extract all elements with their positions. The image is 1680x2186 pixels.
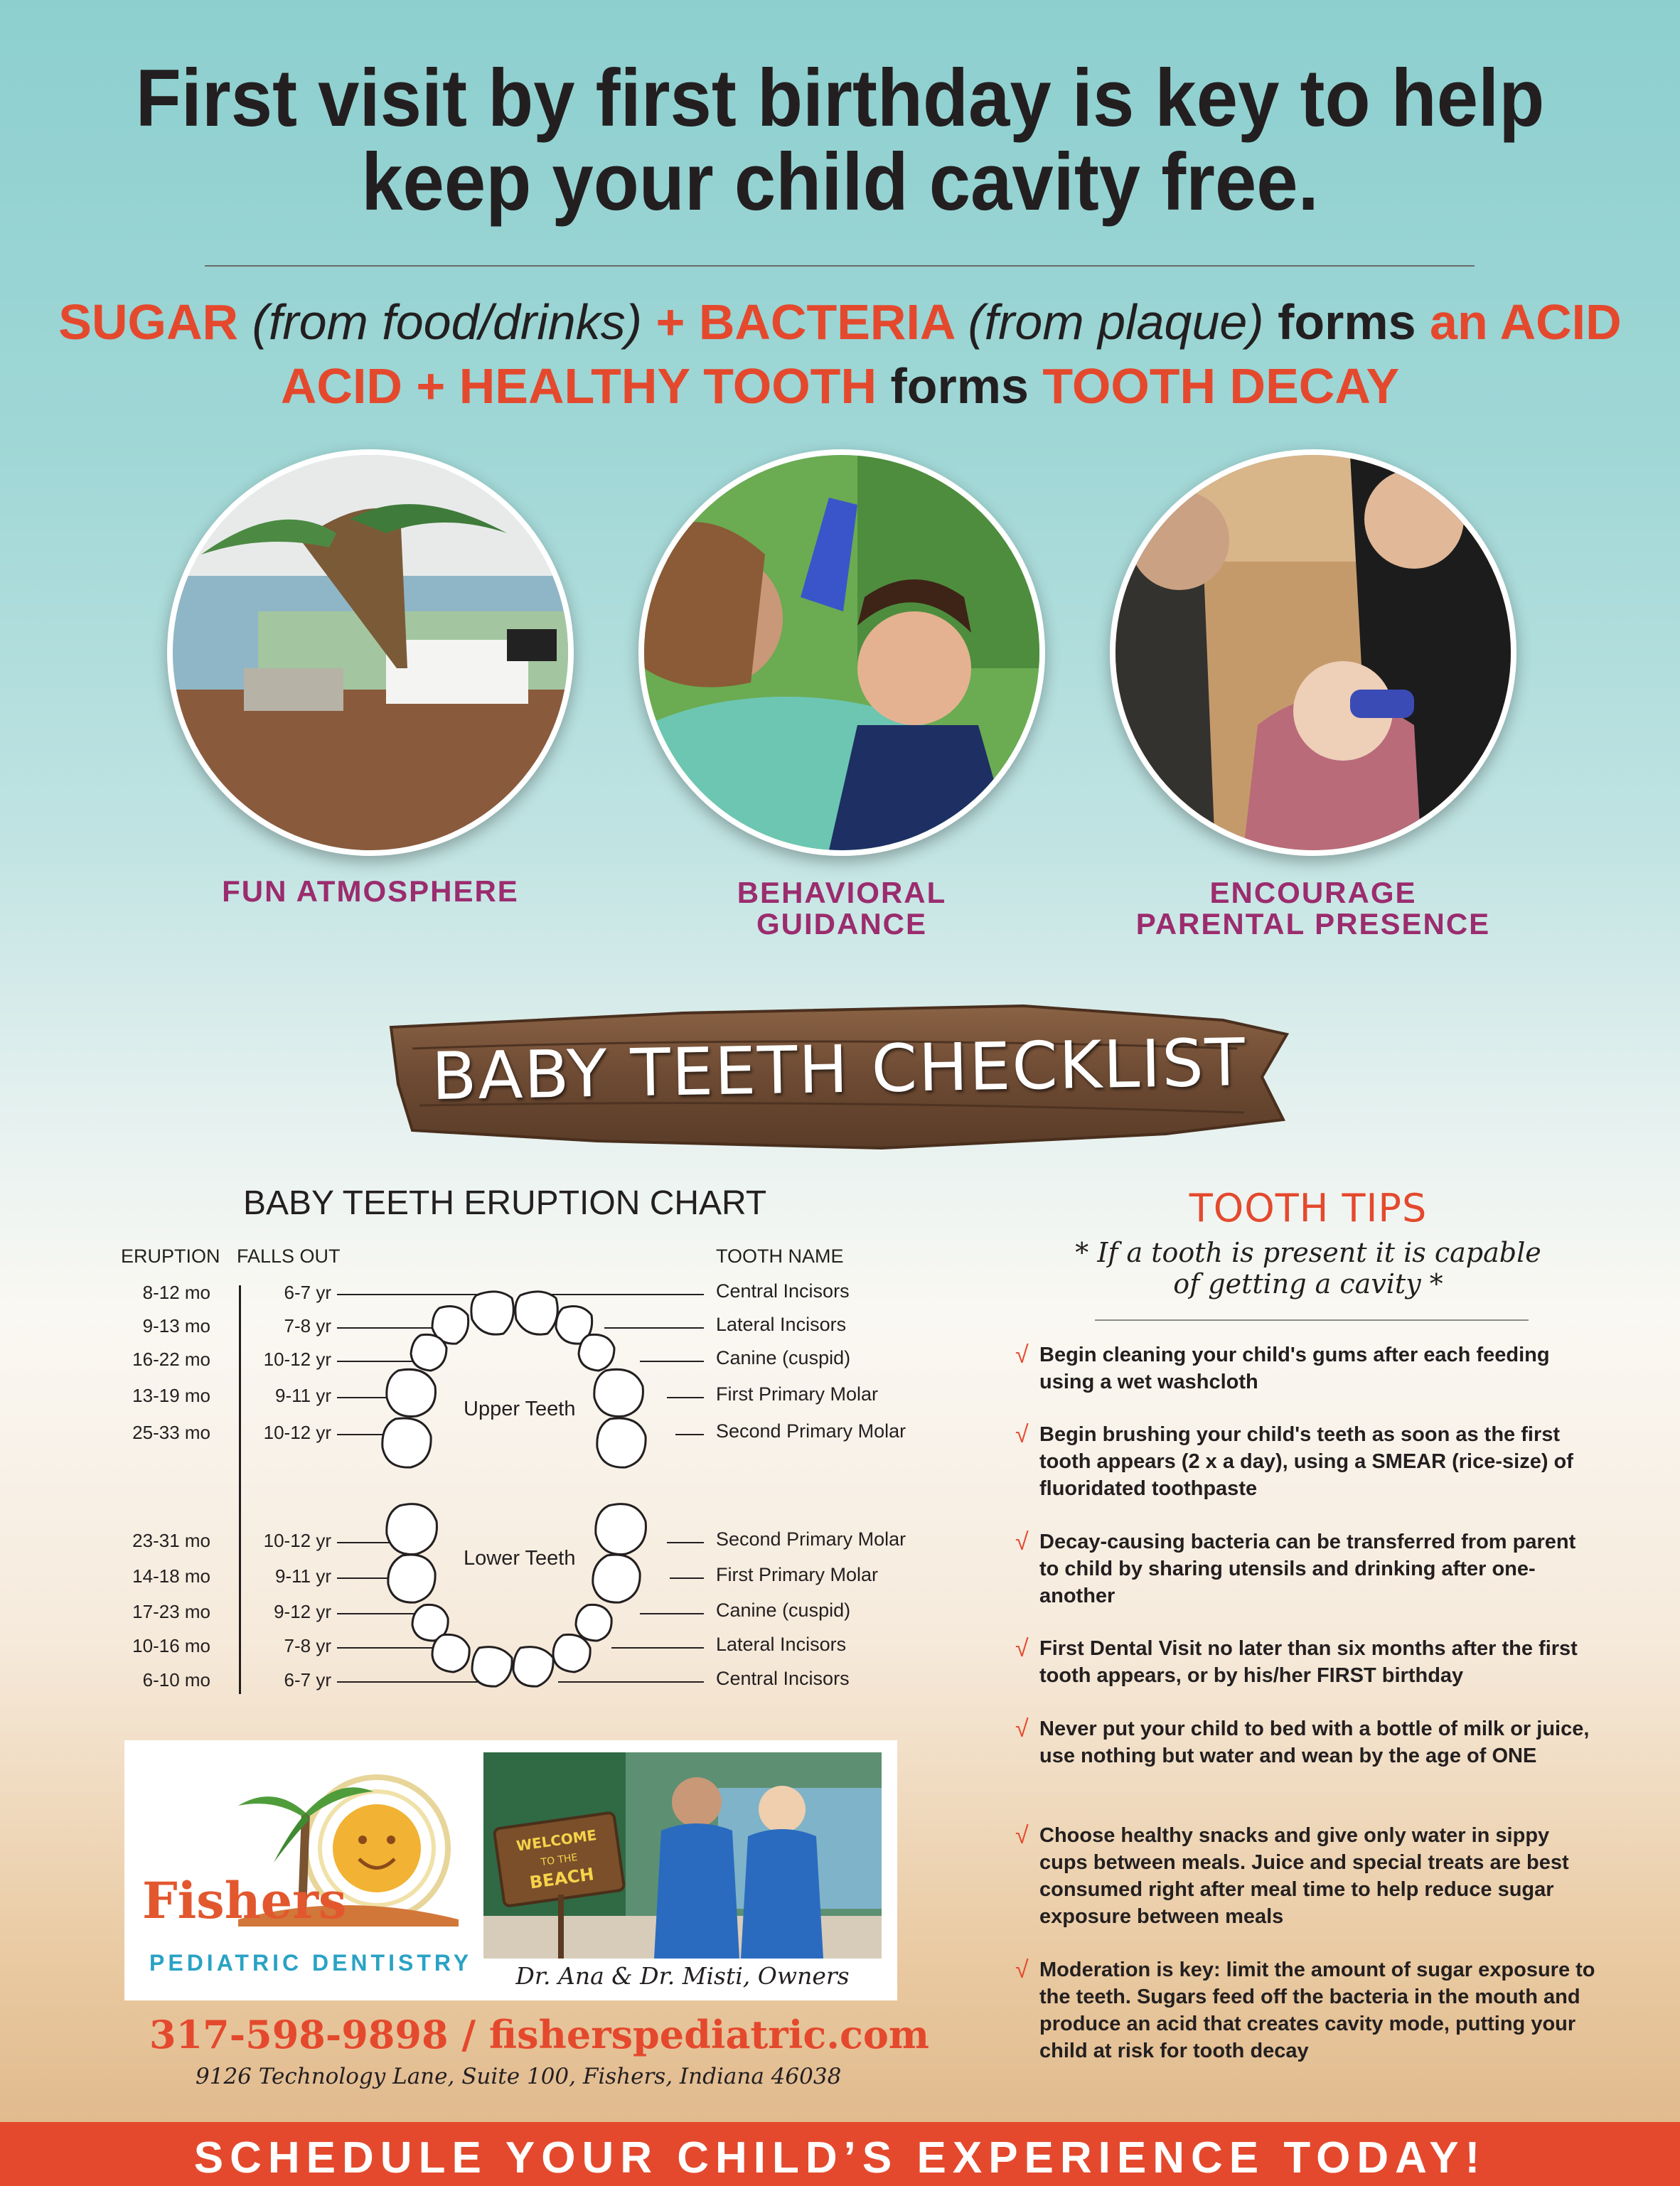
lower-second-molar-right: [596, 1504, 646, 1555]
sign-welcome: WELCOME: [515, 1826, 598, 1855]
cta-banner-text: SCHEDULE YOUR CHILD’S EXPERIENCE TODAY!: [193, 2133, 1487, 2182]
website-link[interactable]: fisherspediatric.com: [488, 2012, 930, 2057]
upper-second-molar-left: [382, 1418, 431, 1467]
upper-falls-out-3: 9-11 yr: [275, 1385, 331, 1406]
chart-timeline: [239, 1285, 241, 1694]
lower-lateral-incisor-left: [432, 1634, 469, 1672]
check-icon: √: [1015, 1341, 1029, 1368]
lower-canine-right: [576, 1604, 611, 1641]
formula-tooth-decay: TOOTH DECAY: [1042, 358, 1400, 414]
photo-office-atmosphere: [167, 449, 574, 856]
tooth-tip-2: [1015, 1421, 1598, 1502]
lower-tooth-name-1: First Primary Molar: [716, 1564, 878, 1585]
tooth-tip-6: [1015, 1822, 1598, 1930]
tooth-tip-text: Decay-causing bacteria can be transferred from parent to child by sharing utensils and drinking after one-another: [1039, 1531, 1576, 1607]
lower-eruption-1: 14-18 mo: [132, 1565, 210, 1587]
teeth-diagram: [334, 1280, 732, 1699]
upper-first-molar-left: [387, 1369, 436, 1416]
checklist-title: BABY TEETH CHECKLIST: [431, 1024, 1247, 1115]
upper-falls-out-4: 10-12 yr: [263, 1422, 331, 1443]
lower-tooth-name-4: Central Incisors: [716, 1668, 850, 1689]
formula-line-2: [0, 358, 1680, 414]
tooth-tip-5: [1015, 1715, 1598, 1769]
address: 9126 Technology Lane, Suite 100, Fishers, Indiana 46038: [196, 2064, 842, 2089]
photo-high-five: [638, 449, 1045, 856]
upper-tooth-name-4: Second Primary Molar: [716, 1420, 906, 1442]
upper-second-molar-right: [597, 1418, 646, 1467]
headline-line-2: keep your child cavity free.: [361, 137, 1319, 227]
owners-caption: Dr. Ana & Dr. Misti, Owners: [515, 1962, 850, 1990]
divider: [205, 265, 1475, 267]
upper-eruption-1: 9-13 mo: [142, 1315, 210, 1336]
tooth-tip-4: [1015, 1635, 1598, 1689]
formula-forms: forms: [1278, 294, 1416, 350]
lower-eruption-2: 17-23 mo: [132, 1601, 210, 1622]
upper-falls-out-1: 7-8 yr: [284, 1315, 331, 1336]
check-icon: √: [1015, 1715, 1029, 1742]
headline: [68, 53, 1613, 227]
headline-line-1: First visit by first birthday is key to help: [135, 53, 1545, 144]
upper-tooth-name-0: Central Incisors: [716, 1280, 850, 1302]
upper-eruption-0: 8-12 mo: [142, 1282, 210, 1303]
formula-acid: ACID: [1499, 294, 1622, 350]
lower-falls-out-0: 10-12 yr: [263, 1530, 331, 1551]
header-falls-out: FALLS OUT: [237, 1245, 341, 1267]
tooth-tip-3: [1015, 1528, 1598, 1609]
check-icon: √: [1015, 1635, 1029, 1662]
tooth-tip-text: Moderation is key: limit the amount of sugar exposure to the teeth. Sugars feed off the bacteria in the mouth and produce an acid that creates cavity mode, putting your child at risk for tooth decay: [1039, 1959, 1595, 2062]
owners-photo: [483, 1752, 882, 1959]
header-eruption: ERUPTION: [121, 1245, 220, 1267]
upper-teeth-label: Upper Teeth: [464, 1398, 576, 1420]
formula-sugar: SUGAR: [58, 294, 239, 350]
tooth-tip-7: [1015, 1956, 1598, 2064]
tooth-tip-text: Begin cleaning your child's gums after each feeding using a wet washcloth: [1039, 1344, 1550, 1393]
sign-to-the: TO THE: [540, 1852, 579, 1869]
upper-falls-out-2: 10-12 yr: [263, 1349, 331, 1370]
formula-bacteria: BACTERIA: [698, 294, 954, 350]
formula-plus-2: +: [416, 358, 446, 414]
lower-lateral-incisor-right: [553, 1634, 590, 1672]
lower-tooth-name-0: Second Primary Molar: [716, 1528, 906, 1550]
formula-bacteria-note: (from plaque): [968, 294, 1264, 350]
logo-wordmark: Fishers: [142, 1871, 347, 1930]
formula-forms-2: forms: [890, 358, 1029, 414]
logo-subtitle: PEDIATRIC DENTISTRY: [149, 1950, 473, 1976]
upper-eruption-3: 13-19 mo: [132, 1385, 210, 1406]
lower-eruption-4: 6-10 mo: [142, 1669, 210, 1691]
caption-fun-atmosphere: FUN ATMOSPHERE: [222, 874, 519, 908]
tooth-tips-title: TOOTH TIPS: [1189, 1186, 1428, 1231]
check-icon: √: [1015, 1956, 1029, 1983]
upper-falls-out-0: 6-7 yr: [284, 1282, 331, 1303]
lower-eruption-0: 23-31 mo: [132, 1530, 210, 1551]
tooth-tips-subtitle: * If a tooth is present it is capable of getting a cavity *: [1075, 1237, 1541, 1300]
tooth-tip-text: Choose healthy snacks and give only water in sippy cups between meals. Juice and special treats are best consumed right after meal time to help reduce sugar exposure between meals: [1039, 1824, 1569, 1928]
check-icon: √: [1015, 1822, 1029, 1849]
header-tooth-name: TOOTH NAME: [716, 1245, 844, 1267]
tooth-tip-text: First Dental Visit no later than six months after the first tooth appears, or by his/her FIRST birthday: [1039, 1637, 1578, 1687]
upper-eruption-4: 25-33 mo: [132, 1422, 210, 1443]
contact-separator: /: [461, 2012, 476, 2057]
tooth-tip-text: Never put your child to bed with a bottle of milk or juice, use nothing but water and wean by the age of ONE: [1039, 1718, 1590, 1767]
upper-tooth-name-1: Lateral Incisors: [716, 1314, 847, 1335]
sign-beach: BEACH: [528, 1864, 596, 1893]
lower-central-incisor-left: [472, 1647, 512, 1687]
lower-falls-out-1: 9-11 yr: [275, 1565, 331, 1587]
caption-parental-presence: ENCOURAGE PARENTAL PRESENCE: [1135, 876, 1491, 941]
tooth-tip-text: Begin brushing your child's teeth as soon as the first tooth appears (2 x a day), using a SMEAR (rice-size) of fluoridated toothpaste: [1039, 1423, 1573, 1500]
check-icon: √: [1015, 1528, 1029, 1555]
contact-line: [149, 2012, 929, 2057]
caption-behavioral-guidance: BEHAVIORAL GUIDANCE: [737, 876, 947, 941]
upper-tooth-name-3: First Primary Molar: [716, 1383, 878, 1405]
upper-tooth-name-2: Canine (cuspid): [716, 1347, 851, 1368]
lower-first-molar-right: [593, 1555, 640, 1602]
formula-acid-2: ACID: [280, 358, 402, 414]
lower-tooth-name-3: Lateral Incisors: [716, 1634, 847, 1655]
formula-plus: +: [656, 294, 685, 350]
lower-falls-out-2: 9-12 yr: [274, 1601, 331, 1622]
lower-falls-out-3: 7-8 yr: [284, 1635, 331, 1656]
formula-healthy-tooth: HEALTHY TOOTH: [459, 358, 877, 414]
check-icon: √: [1015, 1421, 1029, 1448]
tooth-tip-1: [1015, 1341, 1598, 1395]
upper-first-molar-right: [594, 1369, 643, 1416]
formula-line-1: [0, 294, 1680, 350]
lower-central-incisor-right: [513, 1647, 553, 1687]
lower-falls-out-4: 6-7 yr: [284, 1669, 331, 1691]
lower-first-molar-left: [388, 1555, 435, 1602]
upper-canine-right: [579, 1334, 614, 1371]
upper-eruption-2: 16-22 mo: [132, 1349, 210, 1370]
photo-parental-presence: [1110, 449, 1516, 856]
formula-an: an: [1430, 294, 1488, 350]
lower-tooth-name-2: Canine (cuspid): [716, 1600, 851, 1621]
upper-canine-left: [411, 1334, 446, 1371]
lower-eruption-3: 10-16 mo: [132, 1635, 210, 1656]
lower-second-molar-left: [387, 1504, 437, 1555]
upper-central-incisor-left: [471, 1292, 513, 1334]
eruption-chart-title: BABY TEETH ERUPTION CHART: [243, 1184, 767, 1222]
upper-central-incisor-right: [515, 1292, 557, 1334]
formula-sugar-note: (from food/drinks): [252, 294, 643, 350]
lower-teeth-label: Lower Teeth: [464, 1547, 576, 1570]
phone-number[interactable]: 317-598-9898: [149, 2012, 449, 2057]
tips-divider: [1095, 1319, 1529, 1321]
